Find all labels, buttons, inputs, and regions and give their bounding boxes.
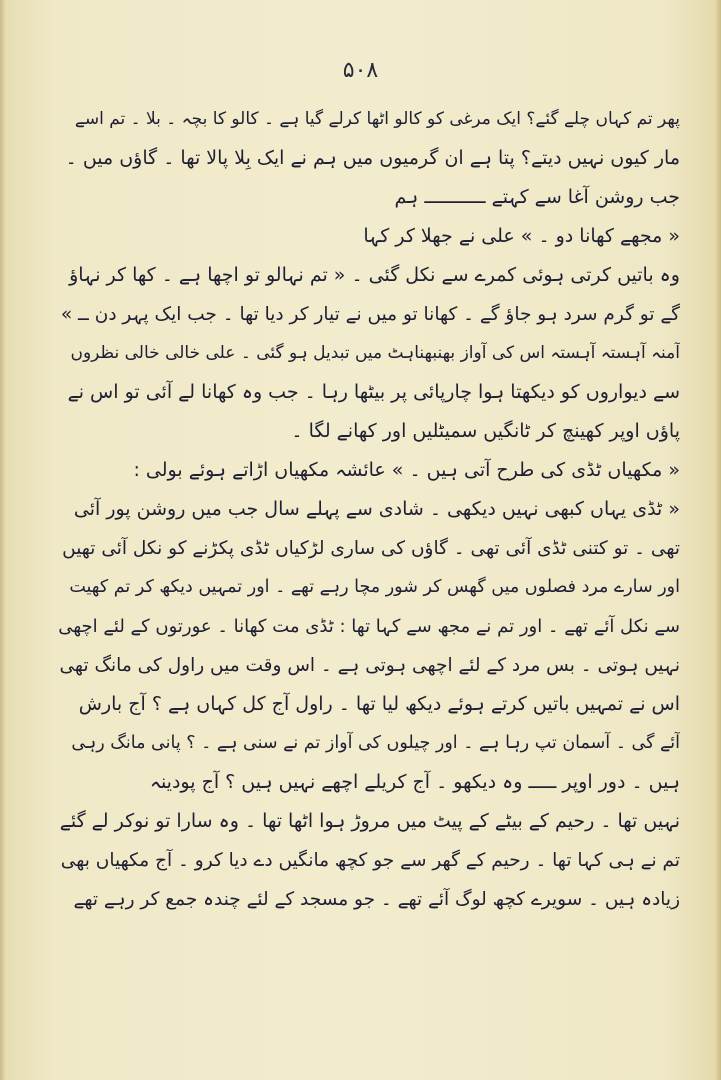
text-line: ہیں ۔ دور اوپر ـــــ وہ دیکھو ۔ آج کریلے اچھے نہیں ہیں ؟ آج پودینہ: [149, 771, 680, 793]
text-line: سے دیواروں کو دیکھتا ہوا چارپائی پر بیٹھا رہا ۔ جب وہ کھانا لے آئی تو اس نے: [67, 381, 680, 403]
text-line: مار کیوں نہیں دیتے؟ پتا ہے ان گرمیوں میں ہم نے ایک بِلا پالا تھا ۔ گاؤں میں ۔: [65, 147, 680, 169]
text-line: « مکھیاں ٹڈی کی طرح آتی ہیں ۔ » عائشہ مکھیاں اڑاتے ہوئے بولی :: [133, 459, 680, 481]
text-line: زیادہ ہیں ۔ سویرے کچھ لوگ آئے تھے ۔ جو مسجد کے لئے چندہ جمع کر رہے تھے: [73, 889, 680, 910]
text-line: پاؤں اوپر کھینچ کر ٹانگیں سمیٹلیں اور کھانے لگا ۔: [291, 420, 680, 442]
page-number: ۵۰۸: [342, 58, 379, 83]
text-line: وہ باتیں کرتی ہوئی کمرے سے نکل گئی ۔ « تم نہالو تو اچھا ہے ۔ کھا کر نہاؤ: [69, 264, 680, 286]
text-line: آمنہ آہستہ آہستہ اس کی آواز بھنبھناہٹ میں تبدیل ہو گئی ۔ علی خالی خالی نظروں: [70, 343, 680, 363]
text-line: آئے گی ۔ آسمان تپ رہا ہے ۔ اور چیلوں کی آواز تم نے سنی ہے ۔ ؟ پانی مانگ رہی: [71, 733, 680, 753]
text-line: سے نکل آئے تھے ۔ اور تم نے مجھ سے کہا تھا : ٹڈی مت کھانا ۔ عورتوں کے لئے اچھی: [58, 616, 680, 637]
text-line: اور سارے مرد فصلوں میں گھس کر شور مچا رہے تھے ۔ اور تمہیں دیکھ کر تم کھیت: [69, 577, 680, 597]
page-edge-right: [715, 0, 721, 1080]
text-line: پھر تم کہاں چلے گئے؟ ایک مرغی کو کالو اٹھا کرلے گیا ہے ۔ کالو کا بچہ ۔ بلا ۔ تم اسے: [74, 109, 680, 129]
text-line: تھی ۔ تو کتنی ٹڈی آئی تھی ۔ گاؤں کی ساری لڑکیاں ٹڈی پکڑنے کو نکل آئی تھیں: [62, 538, 680, 559]
text-line: نہیں تھا ۔ رحیم کے بیٹے کے پیٹ میں مروڑ ہوا اٹھا تھا ۔ وہ سارا تو نوکر لے گئے: [59, 810, 680, 832]
text-line: نہیں ہوتی ۔ بس مرد کے لئے اچھی ہوتی ہے ۔ اس وقت میں راول کی مانگ تھی: [59, 655, 680, 676]
text-line: گے تو گرم سرد ہو جاؤ گے ۔ کھانا تو میں نے تیار کر دیا تھا ۔ جب ایک پہر دن ــ »: [60, 304, 680, 325]
text-line: « ٹڈی یہاں کبھی نہیں دیکھی ۔ شادی سے پہلے سال جب میں روشن پور آئی: [73, 498, 680, 520]
text-line: تم نے ہی کہا تھا ۔ رحیم کے گھر سے جو کچھ مانگیں دے دیا کرو ۔ آج مکھیاں بھی: [60, 850, 680, 871]
text-line: جب روشن آغا سے کہتے ـــــــــــ ہم: [394, 186, 680, 208]
text-line: « مجھے کھانا دو ۔ » علی نے جھلا کر کہا: [363, 225, 680, 247]
text-line: اس نے تمہیں باتیں کرتے ہوئے دیکھ لیا تھا ۔ راول آج کل کہاں ہے ؟ آج بارش: [78, 693, 680, 715]
page-edge-left: [0, 0, 6, 1080]
body-text: [58, 100, 680, 919]
